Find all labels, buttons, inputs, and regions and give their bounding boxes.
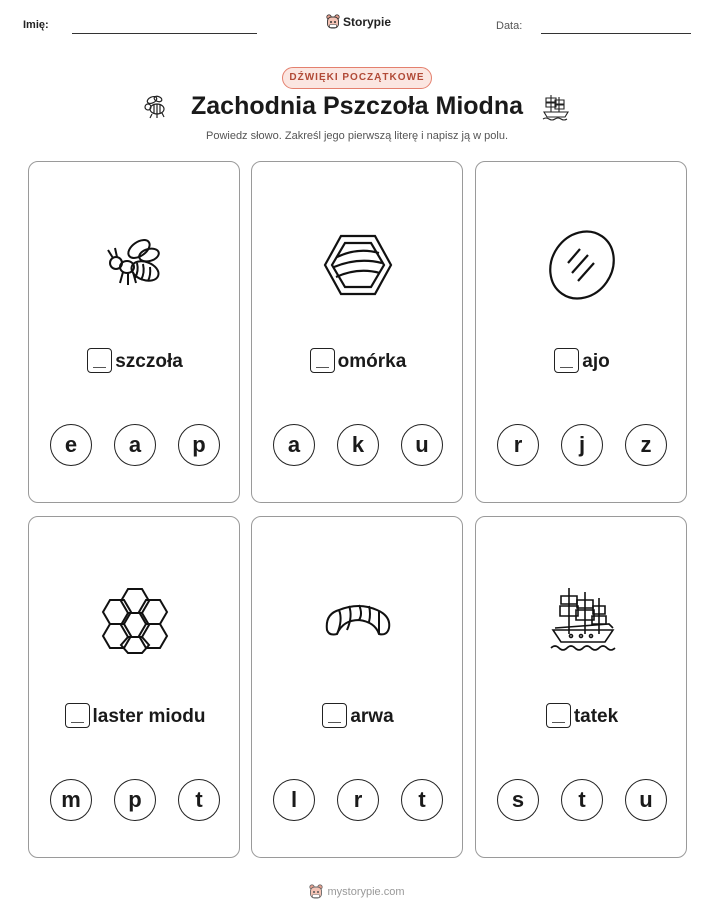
- word-prompt: [476, 703, 688, 728]
- letter-option[interactable]: u: [401, 424, 443, 466]
- storypie-mascot-icon: [326, 14, 340, 30]
- letter-choices: [29, 779, 241, 821]
- worksheet-header: [0, 0, 714, 50]
- card-picture: [29, 220, 241, 310]
- answer-box[interactable]: [322, 703, 347, 728]
- word-remainder: omórka: [337, 351, 407, 372]
- word-prompt: [252, 703, 464, 728]
- honeycomb-cluster-icon: [100, 585, 170, 655]
- letter-option[interactable]: r: [497, 424, 539, 466]
- word-prompt: [29, 703, 241, 728]
- date-label: Data:: [496, 20, 523, 32]
- ship-icon: [541, 92, 571, 127]
- word-card: [475, 161, 687, 503]
- bee-icon: [103, 233, 167, 297]
- answer-box[interactable]: [310, 348, 335, 373]
- card-picture: [252, 575, 464, 665]
- letter-option[interactable]: e: [50, 424, 92, 466]
- word-card: [28, 161, 240, 503]
- letter-option[interactable]: s: [497, 779, 539, 821]
- answer-box[interactable]: [546, 703, 571, 728]
- word-remainder: laster miodu: [92, 706, 206, 727]
- letter-choices: [252, 779, 464, 821]
- letter-choices: [252, 424, 464, 466]
- letter-option[interactable]: p: [178, 424, 220, 466]
- word-card: [251, 161, 463, 503]
- letter-option[interactable]: t: [178, 779, 220, 821]
- word-remainder: ajo: [582, 351, 610, 372]
- ship-icon: [547, 584, 617, 656]
- card-picture: [29, 575, 241, 665]
- name-label: Imię:: [23, 19, 49, 31]
- letter-option[interactable]: k: [337, 424, 379, 466]
- letter-option[interactable]: a: [114, 424, 156, 466]
- card-picture: [476, 575, 688, 665]
- date-field[interactable]: [541, 33, 691, 34]
- card-picture: [476, 220, 688, 310]
- letter-option[interactable]: u: [625, 779, 667, 821]
- storypie-mascot-icon: [309, 884, 323, 900]
- word-remainder: tatek: [573, 706, 619, 727]
- letter-option[interactable]: t: [561, 779, 603, 821]
- letter-option[interactable]: z: [625, 424, 667, 466]
- larva-icon: [323, 600, 393, 640]
- name-field[interactable]: [72, 33, 257, 34]
- letter-option[interactable]: l: [273, 779, 315, 821]
- letter-option[interactable]: t: [401, 779, 443, 821]
- word-prompt: [476, 348, 688, 373]
- word-card: [28, 516, 240, 858]
- word-remainder: arwa: [350, 706, 394, 727]
- brand-name: Storypie: [343, 15, 392, 29]
- answer-box[interactable]: [87, 348, 112, 373]
- page-title: Zachodnia Pszczoła Miodna: [191, 92, 523, 120]
- letter-option[interactable]: p: [114, 779, 156, 821]
- honeycomb-cell-icon: [323, 233, 393, 297]
- word-prompt: [29, 348, 241, 373]
- letter-option[interactable]: m: [50, 779, 92, 821]
- brand-logo: [326, 14, 391, 30]
- title-row: [0, 92, 714, 126]
- letter-choices: [476, 424, 688, 466]
- answer-box[interactable]: [554, 348, 579, 373]
- word-card: [251, 516, 463, 858]
- word-card: [475, 516, 687, 858]
- word-remainder: szczoła: [115, 351, 183, 372]
- letter-choices: [476, 779, 688, 821]
- letter-option[interactable]: a: [273, 424, 315, 466]
- category-badge: DŹWIĘKI POCZĄTKOWE: [282, 67, 432, 89]
- word-prompt: [252, 348, 464, 373]
- letter-option[interactable]: j: [561, 424, 603, 466]
- footer: [0, 884, 714, 900]
- letter-choices: [29, 424, 241, 466]
- instructions: Powiedz słowo. Zakreśl jego pierwszą literę i napisz ją w polu.: [205, 130, 509, 142]
- footer-url[interactable]: mystorypie.com: [327, 886, 405, 898]
- answer-box[interactable]: [65, 703, 90, 728]
- egg-icon: [546, 227, 618, 303]
- letter-option[interactable]: r: [337, 779, 379, 821]
- card-picture: [252, 220, 464, 310]
